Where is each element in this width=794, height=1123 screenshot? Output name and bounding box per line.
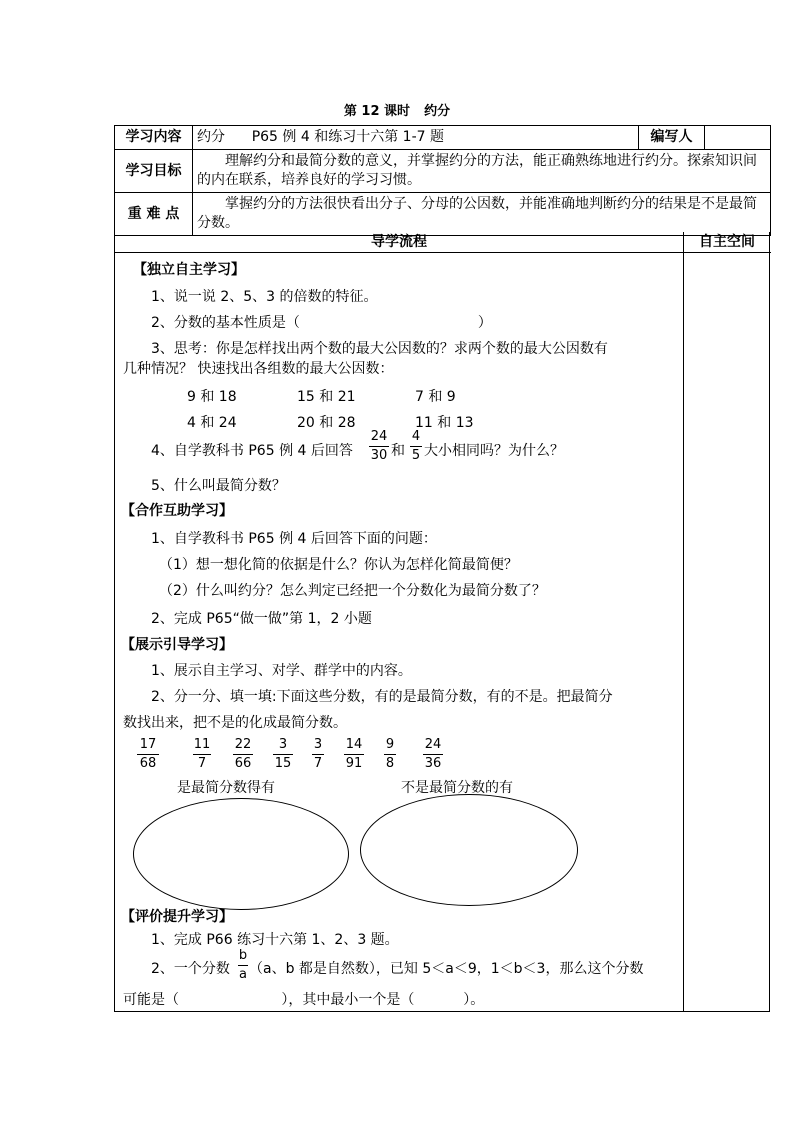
key-label: 重 难 点 — [115, 193, 193, 236]
number-pair: 9 和 18 — [187, 389, 237, 405]
s1-item-5: 5、什么叫最简分数？ — [151, 478, 286, 494]
lesson-number: 第 12 课时 — [343, 104, 411, 119]
simplest-fraction-oval — [133, 798, 349, 910]
column-divider — [683, 232, 684, 1011]
s4-item-2b: （a、b 都是自然数），已知 5＜a＜9，1＜b＜3，那么这个分数 — [249, 961, 644, 977]
key-value: 掌握约分的方法很快看出分子、分母的公因数，并能准确地判断约分的结果是不是最简分数。 — [193, 193, 771, 236]
section-display: 【展示引导学习】 — [121, 637, 233, 653]
s1-item-4c: 大小相同吗？为什么？ — [424, 443, 564, 459]
guide-section — [114, 232, 770, 1012]
section-evaluation: 【评价提升学习】 — [121, 909, 233, 925]
s3-item-2a: 2、分一分、填一填:下面这些分数，有的是最简分数，有的不是。把最简分 — [151, 689, 613, 705]
content-value: 约分 P65 例 4 和练习十六第 1-7 题 — [193, 126, 639, 150]
content-label: 学习内容 — [115, 126, 193, 150]
s2-item-4: 2、完成 P65“做一做”第 1，2 小题 — [151, 611, 372, 627]
s3-item-1: 1、展示自主学习、对学、群学中的内容。 — [151, 663, 412, 679]
s2-item-1: 1、自学教科书 P65 例 4 后回答下面的问题： — [151, 531, 437, 547]
author-value — [705, 126, 771, 150]
non-simplest-fraction-oval — [360, 794, 578, 906]
info-table — [114, 125, 771, 236]
section-independent: 【独立自主学习】 — [133, 262, 245, 278]
fraction-item: 17 68 — [137, 738, 159, 771]
s1-item-4a: 4、自学教科书 P65 例 4 后回答 — [151, 443, 353, 459]
section-cooperative: 【合作互助学习】 — [121, 503, 233, 519]
fraction-item: 14 91 — [345, 737, 363, 771]
s4-item-1: 1、完成 P66 练习十六第 1、2、3 题。 — [151, 932, 399, 948]
page-title — [0, 100, 794, 119]
oval-right-label: 不是最简分数的有 — [401, 780, 513, 796]
s4-item-2c: 可能是（ ），其中最小一个是（ ）。 — [123, 992, 485, 1008]
guide-flow-header: 导学流程 — [371, 234, 427, 250]
s2-item-2: （1）想一想化简的依据是什么？你认为怎样化简最简便？ — [159, 557, 518, 573]
s1-item-3b: 几种情况？ 快速找出各组数的最大公因数： — [123, 361, 394, 377]
fraction-item: 3 7 — [313, 737, 323, 771]
self-space-header: 自主空间 — [699, 234, 755, 250]
oval-left-label: 是最简分数得有 — [177, 780, 275, 796]
number-pair: 11 和 13 — [415, 415, 474, 431]
fraction-b-a: b a — [238, 948, 248, 982]
number-pair: 7 和 9 — [415, 389, 456, 405]
author-label: 编写人 — [639, 126, 705, 150]
s1-item-1: 1、说一说 2、5、3 的倍数的特征。 — [151, 289, 378, 305]
fraction-item: 11 7 — [193, 737, 211, 771]
number-pair: 20 和 28 — [297, 415, 356, 431]
column-header — [115, 232, 771, 253]
s1-item-2: 2、分数的基本性质是（ ） — [151, 315, 492, 331]
s3-item-2b: 数找出来，把不是的化成最简分数。 — [123, 715, 347, 731]
s2-item-3: （2）什么叫约分？怎么判定已经把一个分数化为最简分数了？ — [159, 583, 546, 599]
fraction-item: 22 66 — [234, 737, 252, 771]
number-pair: 4 和 24 — [187, 415, 237, 431]
lesson-topic: 约分 — [424, 104, 451, 119]
fraction-item: 9 8 — [385, 737, 395, 771]
s4-item-2a: 2、一个分数 — [151, 961, 230, 977]
fraction-item: 3 15 — [274, 737, 292, 771]
goal-value: 理解约分和最简分数的意义，并掌握约分的方法，能正确熟练地进行约分。探索知识间的内在联系，培养良好的学习习惯。 — [193, 150, 771, 193]
fraction-24-30: 24 30 — [370, 429, 388, 463]
fraction-item: 24 36 — [424, 737, 442, 771]
s1-item-3a: 3、思考：你是怎样找出两个数的最大公因数的？求两个数的最大公因数有 — [151, 341, 608, 357]
s1-item-4b: 和 — [391, 443, 405, 459]
fraction-4-5: 4 5 — [411, 429, 421, 463]
number-pair: 15 和 21 — [297, 389, 356, 405]
goal-label: 学习目标 — [115, 150, 193, 193]
